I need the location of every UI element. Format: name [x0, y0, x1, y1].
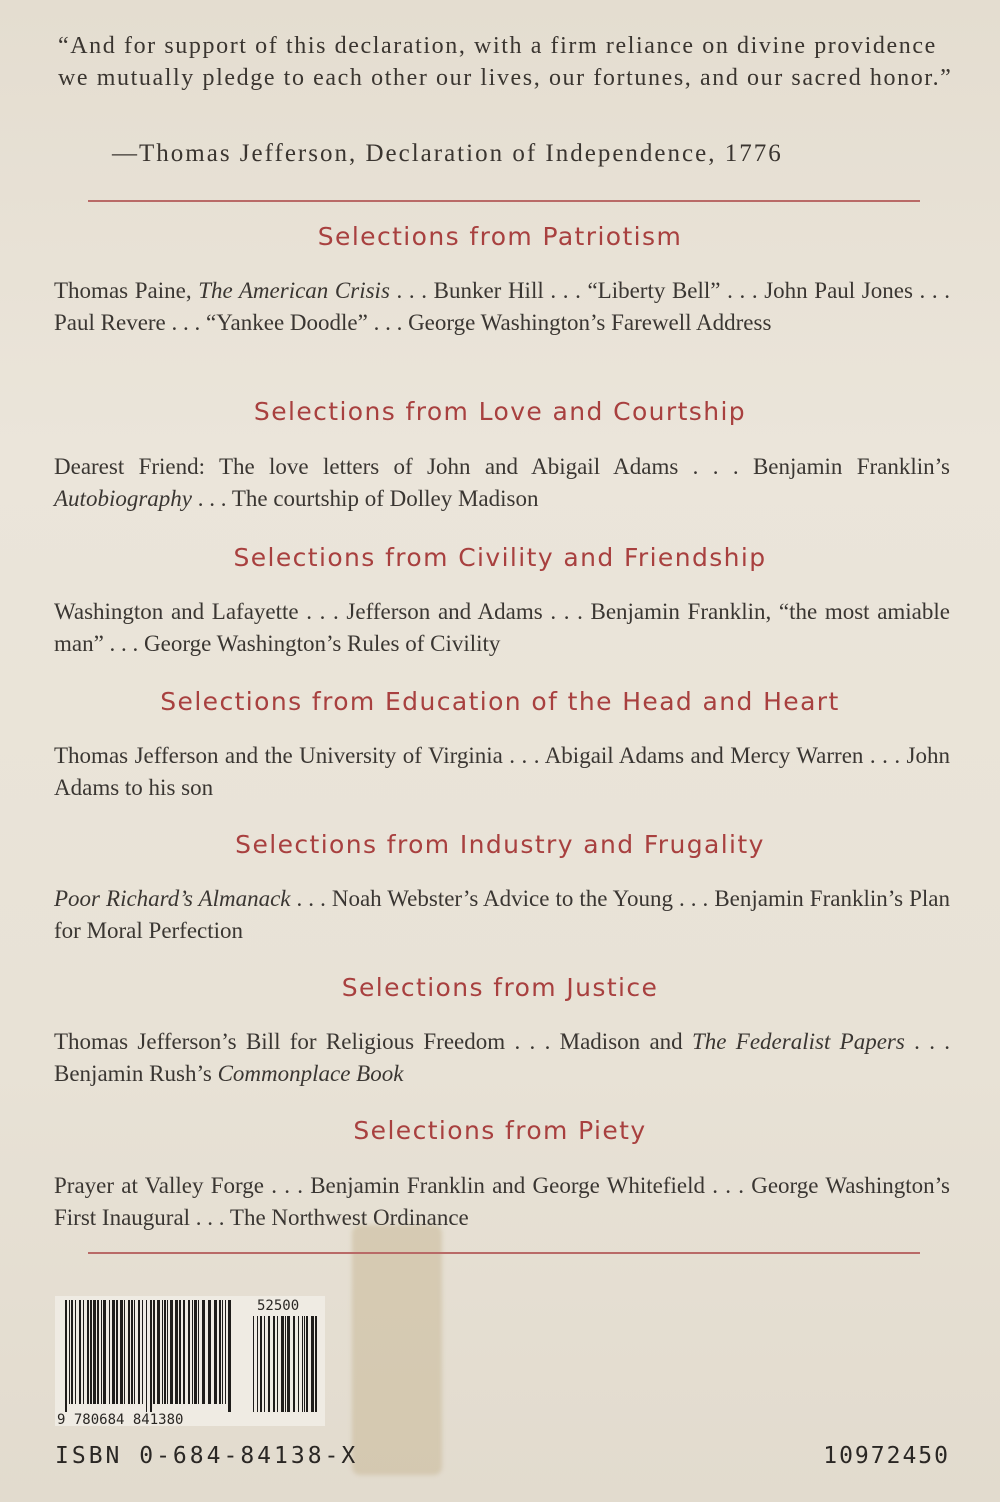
barcode-bar [75, 1300, 76, 1404]
barcode-bar [208, 1300, 211, 1404]
catalog-number: 10972450 [823, 1443, 950, 1469]
section-title-piety: Selections from Piety [353, 1116, 647, 1145]
barcode-bar [175, 1300, 178, 1404]
section-body-justice [54, 1026, 950, 1090]
section-italic-title: Commonplace Book [217, 1061, 404, 1086]
barcode-addon-bar [273, 1316, 275, 1412]
section-title-civility-friendship: Selections from Civility and Friendship [233, 543, 767, 572]
barcode-bar [202, 1300, 205, 1404]
barcode-bar [219, 1300, 221, 1404]
barcode-bar [146, 1300, 147, 1412]
section-text: . . . Noah Webster’s Advice to the Young . . . Benjamin Franklin’s Plan for Moral Perfection [54, 886, 950, 943]
barcode-bar [134, 1300, 135, 1404]
barcode-addon-bar [281, 1316, 284, 1412]
barcode-bar [214, 1300, 217, 1404]
section-text: Thomas Paine, [54, 278, 199, 303]
barcode-bar [65, 1300, 67, 1412]
section-italic-title: The American Crisis [198, 278, 390, 303]
barcode-bar [120, 1300, 123, 1404]
barcode-bar [97, 1300, 99, 1404]
barcode-bar [150, 1300, 152, 1412]
barcode-bar [93, 1300, 96, 1404]
section-title-education: Selections from Education of the Head and Heart [160, 687, 840, 716]
barcode-bar [228, 1300, 231, 1412]
section-body-education [54, 740, 950, 804]
section-italic-title: Autobiography [54, 486, 192, 511]
section-text: Thomas Jefferson and the University of Virginia . . . Abigail Adams and Mercy Warren . . . John Adams to his son [54, 743, 950, 800]
section-italic-title: Poor Richard’s Almanack [54, 886, 291, 911]
barcode-addon-bar [257, 1316, 258, 1412]
barcode-bar [71, 1300, 73, 1404]
barcode-bar [188, 1300, 190, 1404]
barcode-addon-bar [264, 1316, 265, 1412]
barcode-bar [101, 1300, 102, 1404]
section-italic-title: The Federalist Papers [691, 1029, 905, 1054]
barcode-addon-bar [253, 1316, 254, 1412]
section-body-civility-friendship [54, 596, 950, 660]
section-title-patriotism: Selections from Patriotism [317, 222, 683, 251]
barcode-addon-bar [293, 1316, 295, 1412]
section-text: . . . Benjamin Rush’s [54, 1029, 950, 1086]
isbn-number: ISBN 0-684-84138-X [55, 1443, 359, 1469]
barcode-bar [222, 1300, 223, 1404]
barcode-bar [124, 1300, 125, 1404]
barcode-bar [183, 1300, 185, 1404]
section-title-love-courtship: Selections from Love and Courtship [253, 397, 747, 426]
section-text: . . . Bunker Hill . . . “Liberty Bell” . . . John Paul Jones . . . Paul Revere . . . “Yankee Doodle” . . . George Washington’s Farewell Address [54, 278, 950, 335]
barcode-graphic [55, 1296, 325, 1426]
barcode-addon-bar [315, 1316, 317, 1412]
barcode-addon-bar [306, 1316, 308, 1412]
barcode-bar [170, 1300, 173, 1404]
section-text: . . . The courtship of Dolley Madison [192, 486, 539, 511]
barcode-addon-bar [302, 1316, 303, 1412]
barcode-bar [167, 1300, 168, 1404]
barcode-bar [131, 1300, 133, 1404]
epigraph-quote: “And for support of this declaration, with a firm reliance on divine providence we mutually pledge to each other our lives, our fortunes, and our sacred honor.” [58, 33, 953, 91]
barcode-bar [109, 1300, 110, 1404]
ean-digits: 9 780684 841380 [57, 1412, 184, 1426]
section-text: Dearest Friend: The love letters of John and Abigail Adams . . . Benjamin Franklin’s [54, 454, 950, 479]
barcode-bar [194, 1300, 197, 1404]
barcode-addon-bar [298, 1316, 299, 1412]
section-body-patriotism [54, 275, 950, 339]
barcode-bar [79, 1300, 81, 1404]
barcode-addon-bar [285, 1316, 286, 1412]
bottom-divider [88, 1252, 920, 1254]
section-text: Thomas Jefferson’s Bill for Religious Freedom . . . Madison and [54, 1029, 692, 1054]
isbn-barcode [55, 1296, 325, 1426]
barcode-bar [179, 1300, 181, 1404]
epigraph-attribution: —Thomas Jefferson, Declaration of Independence, 1776 [112, 140, 783, 167]
barcode-bar [69, 1300, 70, 1404]
section-text: Prayer at Valley Forge . . . Benjamin Franklin and George Whitefield . . . George Washington’s First Inaugural . . . The Northwest Ordinance [54, 1173, 950, 1230]
barcode-bar [112, 1300, 115, 1404]
paper-stain [352, 1225, 442, 1475]
section-body-piety [54, 1170, 950, 1234]
barcode-bar [198, 1300, 199, 1404]
barcode-bar [164, 1300, 166, 1404]
section-body-industry-frugality [54, 883, 950, 947]
barcode-addon-bar [287, 1316, 290, 1412]
barcode-bar [116, 1300, 118, 1404]
barcode-bar [153, 1300, 155, 1404]
top-divider [88, 200, 920, 202]
barcode-addon-bar [268, 1316, 270, 1412]
barcode-bar [87, 1300, 89, 1404]
barcode-bar [142, 1300, 143, 1404]
barcode-bar [103, 1300, 106, 1404]
barcode-bar [138, 1300, 140, 1404]
barcode-addon-bar [277, 1316, 278, 1412]
price-code: 52500 [257, 1298, 300, 1314]
section-title-industry-frugality: Selections from Industry and Frugality [235, 830, 765, 859]
barcode-addon-bar [304, 1316, 305, 1412]
barcode-bar [128, 1300, 130, 1404]
section-body-love-courtship [54, 451, 950, 515]
barcode-bar [162, 1300, 163, 1404]
barcode-bar [157, 1300, 160, 1404]
section-text: Washington and Lafayette . . . Jefferson and Adams . . . Benjamin Franklin, “the most amiable man” . . . George Washington’s Rules of Civility [54, 599, 950, 656]
barcode-bar [90, 1300, 92, 1404]
barcode-bar [192, 1300, 193, 1404]
barcode-addon-bar [260, 1316, 262, 1412]
barcode-bar [83, 1300, 84, 1404]
section-title-justice: Selections from Justice [341, 973, 659, 1002]
barcode-addon-bar [311, 1316, 314, 1412]
barcode-bar [225, 1300, 226, 1404]
